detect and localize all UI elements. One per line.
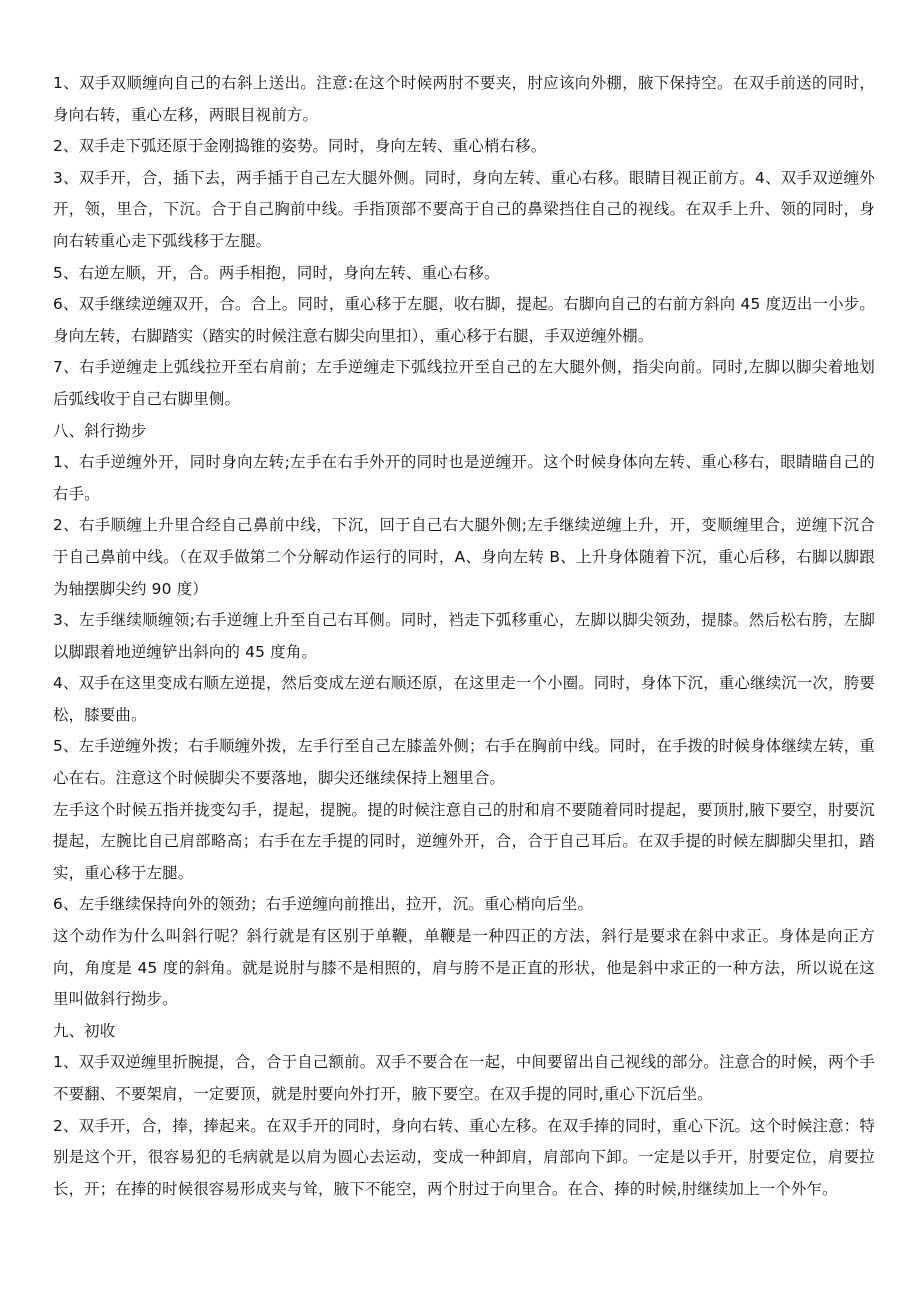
paragraph-9-1: 1、双手双逆缠里折腕提，合，合于自己额前。双手不要合在一起，中间要留出自己视线的部分。注意合的时候，两个手不要翻、不要架肩，一定要顶，就是肘要向外打开，腋下要空。在双手提的同时,重心下沉后坐。 — [53, 1053, 875, 1103]
paragraph-1: 1、双手双顺缠向自己的右斜上送出。注意:在这个时候两肘不要夹，肘应该向外棚，腋下保持空。在双手前送的同时，身向右转，重心左移，两眼目视前方。 — [53, 74, 875, 124]
paragraph-2: 2、双手走下弧还原于金刚捣锥的姿势。同时，身向左转、重心梢右移。 — [53, 137, 547, 156]
paragraph-6: 7、右手逆缠走上弧线拉开至右肩前；左手逆缠走下弧线拉开至自己的左大腿外侧，指尖向前。同时,左脚以脚尖着地划后弧线收于自己右脚里侧。 — [53, 358, 875, 408]
paragraph-3: 3、双手开，合，插下去，两手插于自己左大腿外侧。同时，身向左转、重心右移。眼睛目视正前方。4、双手双逆缠外开，领，里合，下沉。合于自己胸前中线。手指顶部不要高于自己的鼻梁挡住自己的视线。在双手上升、领的同时，身向右转重心走下弧线移于左腿。 — [53, 168, 875, 250]
paragraph-9-2: 2、双手开，合，捧，捧起来。在双手开的同时，身向右转、重心左移。在双手捧的同时，重心下沉。这个时候注意：特别是这个开，很容易犯的毛病就是以肩为圆心去运动，变成一种卸肩，肩部向下卸。一定是以手开，肘要定位，肩要拉长，开；在捧的时候很容易形成夹与耸，腋下不能空，两个肘过于向里合。在合、捧的时候,肘继续加上一个外乍。 — [53, 1116, 875, 1198]
paragraph-8-1: 1、右手逆缠外开，同时身向左转;左手在右手外开的同时也是逆缠开。这个时候身体向左转、重心移右，眼睛瞄自己的右手。 — [53, 453, 875, 503]
paragraph-8-5: 5、左手逆缠外拨；右手顺缠外拨，左手行至自己左膝盖外侧；右手在胸前中线。同时，在手拨的时候身体继续左转，重心在右。注意这个时候脚尖不要落地，脚尖还继续保持上翘里合。 — [53, 737, 875, 788]
paragraph-8-explanation: 这个动作为什么叫斜行呢？斜行就是有区别于单鞭，单鞭是一种四正的方法，斜行是要求在斜中求正。身体是向正方向，角度是 45 度的斜角。就是说肘与膝不是相照的，肩与胯不是正直的形状，他是斜中求正的一种方法，所以说在这里叫做斜行拗步。 — [53, 927, 875, 1009]
paragraph-8-5-cont: 左手这个时候五指并拢变勾手，提起，提腕。提的时候注意自己的肘和肩不要随着同时提起，要顶肘,腋下要空，肘要沉提起，左腕比自己肩部略高；右手在左手提的同时，逆缠外开，合，合于自己耳后。在双手提的时候左脚脚尖里扣，踏实，重心移于左腿。 — [53, 800, 875, 882]
paragraph-8-3: 3、左手继续顺缠领;右手逆缠上升至自己右耳侧。同时，裆走下弧移重心，左脚以脚尖领劲，提膝。然后松右胯，左脚以脚跟着地逆缠铲出斜向的 45 度角。 — [53, 611, 875, 661]
paragraph-8-6: 6、左手继续保持向外的领劲；右手逆缠向前推出，拉开，沉。重心梢向后坐。 — [53, 895, 594, 914]
paragraph-8-2: 2、右手顺缠上升里合经自己鼻前中线，下沉，回于自己右大腿外侧;左手继续逆缠上升，开，变顺缠里合，逆缠下沉合于自己鼻前中线。（在双手做第二个分解动作运行的同时，A、身向左转 B、上升身体随着下沉，重心后移，右脚以脚跟为轴摆脚尖约 90 度） — [53, 516, 875, 598]
paragraph-8-4: 4、双手在这里变成右顺左逆提，然后变成左逆右顺还原，在这里走一个小圈。同时，身体下沉，重心继续沉一次，胯要松，膝要曲。 — [53, 674, 875, 724]
document-body — [53, 68, 875, 1205]
paragraph-5: 6、双手继续逆缠双开，合。合上。同时，重心移于左腿，收右脚，提起。右脚向自己的右前方斜向 45 度迈出一小步。身向左转，右脚踏实（踏实的时候注意右脚尖向里扣），重心移于右腿，手双逆缠外棚。 — [53, 295, 875, 345]
paragraph-4: 5、右逆左顺，开，合。两手相抱，同时，身向左转、重心右移。 — [53, 263, 500, 282]
section-heading-8: 八、斜行拗步 — [53, 421, 147, 440]
section-heading-9: 九、初收 — [53, 1021, 116, 1040]
